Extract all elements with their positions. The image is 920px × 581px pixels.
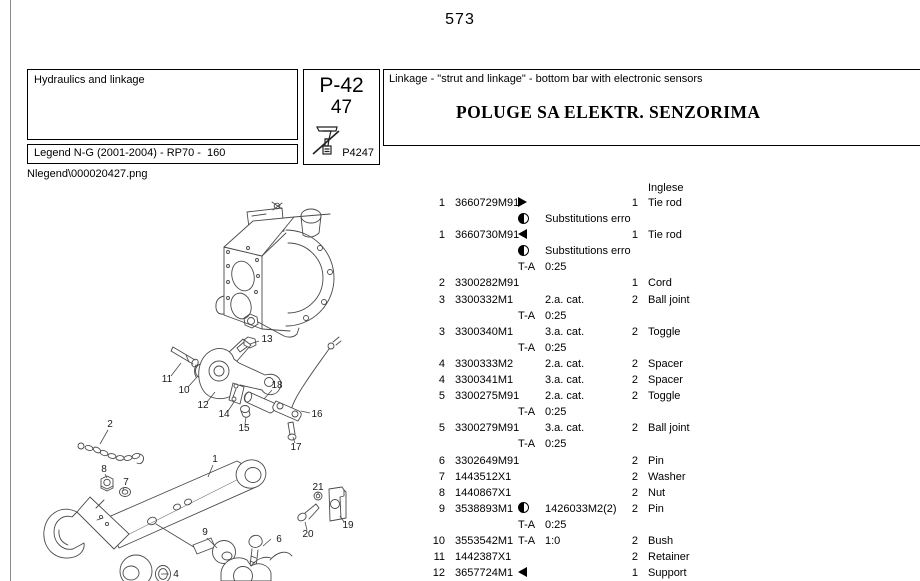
cell-qty: 1 xyxy=(631,567,638,580)
cell-desc: 1:0 xyxy=(545,534,561,547)
cell-marker: T-A xyxy=(518,438,536,451)
cell-name: Washer xyxy=(648,470,686,483)
cell-item: 6 xyxy=(438,454,445,467)
callout-2: 2 xyxy=(107,419,113,430)
cell-marker xyxy=(518,243,544,259)
cell-item: 5 xyxy=(438,390,445,403)
cell-part: 3553542M1 xyxy=(455,534,514,547)
callout-16: 16 xyxy=(311,409,323,420)
callout-leader-13 xyxy=(250,341,259,344)
cell-desc: 1426033M2(2) xyxy=(545,502,617,515)
cell-part: 3660729M91 xyxy=(455,197,520,209)
cell-qty: 2 xyxy=(631,534,638,547)
title-subtitle: Linkage - "strut and linkage" - bottom bar with electronic sensors xyxy=(389,73,703,85)
cell-name: Toggle xyxy=(648,390,681,403)
cell-marker: T-A xyxy=(518,309,536,322)
table-row xyxy=(425,436,795,452)
table-row xyxy=(425,404,795,420)
cell-qty: 1 xyxy=(631,229,638,242)
callout-21: 21 xyxy=(312,482,324,493)
cell-item: 9 xyxy=(438,502,445,515)
cell-part: 3300279M91 xyxy=(455,422,520,435)
callout-4: 4 xyxy=(173,569,179,580)
cell-qty: 2 xyxy=(631,374,638,387)
callout-12: 12 xyxy=(197,400,209,411)
cell-name: Bush xyxy=(648,534,674,547)
cell-name: Spacer xyxy=(648,357,683,370)
cell-item: 2 xyxy=(438,277,445,290)
page-code-ref: P4247 xyxy=(342,147,374,159)
table-row xyxy=(425,469,795,485)
cell-desc: 0:25 xyxy=(545,261,567,274)
language-column-header: Inglese xyxy=(648,182,684,194)
cell-marker: T-A xyxy=(518,406,536,419)
cell-marker: T-A xyxy=(518,261,536,274)
callout-13: 13 xyxy=(261,334,273,345)
section-box xyxy=(27,69,298,140)
table-row xyxy=(425,195,795,211)
cell-name: Tie rod xyxy=(648,197,682,209)
cell-part: 3300282M91 xyxy=(455,277,520,290)
cell-qty: 1 xyxy=(631,197,638,209)
page-code-subsection: 47 xyxy=(330,97,353,118)
cell-desc: 3.a. cat. xyxy=(545,422,585,435)
cell-desc: 2.a. cat. xyxy=(545,390,585,403)
cell-item: 3 xyxy=(438,293,445,306)
cell-item: 1 xyxy=(438,197,445,209)
cell-qty: 2 xyxy=(631,422,638,435)
cell-name: Nut xyxy=(648,486,666,499)
cell-marker: T-A xyxy=(518,518,536,531)
table-row xyxy=(425,517,795,533)
arrow-left-icon xyxy=(518,229,527,239)
table-row xyxy=(425,420,795,436)
substitution-icon xyxy=(518,502,529,513)
cell-qty: 2 xyxy=(631,293,638,306)
cell-part: 3302649M91 xyxy=(455,454,520,467)
table-row xyxy=(425,308,795,324)
callout-10: 10 xyxy=(178,385,190,396)
table-row xyxy=(425,259,795,275)
cell-desc: 0:25 xyxy=(545,341,567,354)
table-row xyxy=(425,243,795,259)
callout-17: 17 xyxy=(290,442,302,453)
cell-qty: 2 xyxy=(631,502,638,515)
cell-item: 3 xyxy=(438,325,445,338)
callout-14: 14 xyxy=(218,409,230,420)
table-row xyxy=(425,533,795,549)
table-row xyxy=(425,340,795,356)
cell-qty: 2 xyxy=(631,454,638,467)
cell-part: 1440867X1 xyxy=(455,486,512,499)
callout-leader-6 xyxy=(263,539,271,546)
table-row xyxy=(425,372,795,388)
arrow-right-icon xyxy=(518,197,527,207)
table-row xyxy=(425,292,795,308)
callout-leader-11 xyxy=(171,363,181,376)
cell-desc: 0:25 xyxy=(545,518,567,531)
table-row xyxy=(425,324,795,340)
cell-desc: 3.a. cat. xyxy=(545,325,585,338)
cell-item: 4 xyxy=(438,357,445,370)
page-title: POLUGE SA ELEKTR. SENZORIMA xyxy=(456,102,761,122)
table-row xyxy=(425,388,795,404)
cell-name: Support xyxy=(648,567,687,580)
cell-desc: Substitutions erro xyxy=(545,213,631,226)
table-row xyxy=(425,211,795,227)
parts-diagram xyxy=(30,195,365,581)
cell-name: Ball joint xyxy=(648,293,690,306)
cell-desc: 2.a. cat. xyxy=(545,357,585,370)
callout-1: 1 xyxy=(212,454,218,465)
page-code-box xyxy=(303,69,380,165)
cell-marker: T-A xyxy=(518,534,536,547)
callout-leader-2 xyxy=(100,430,108,444)
cell-qty: 2 xyxy=(631,470,638,483)
cell-part: 3538893M1 xyxy=(455,502,514,515)
table-row xyxy=(425,501,795,517)
callout-15: 15 xyxy=(238,423,250,434)
cell-marker xyxy=(518,501,544,517)
callout-9: 9 xyxy=(202,527,208,538)
cell-name: Ball joint xyxy=(648,422,690,435)
table-row xyxy=(425,275,795,291)
cell-part: 1443512X1 xyxy=(455,470,512,483)
cell-desc: 2.a. cat. xyxy=(545,293,585,306)
legend-text: Legend N-G (2001-2004) - RP70 - 160 xyxy=(34,147,226,159)
cell-part: 3300333M2 xyxy=(455,357,514,370)
cell-item: 10 xyxy=(432,534,445,547)
cell-item: 7 xyxy=(438,470,445,483)
callout-19: 19 xyxy=(342,520,354,531)
cell-marker: T-A xyxy=(518,341,536,354)
substitution-icon xyxy=(518,245,529,256)
title-box xyxy=(383,69,920,146)
cell-marker xyxy=(518,211,544,227)
cell-marker xyxy=(518,227,544,243)
cell-part: 3657724M1 xyxy=(455,567,514,580)
cell-desc: 0:25 xyxy=(545,438,567,451)
cell-name: Spacer xyxy=(648,374,683,387)
cell-desc: 0:25 xyxy=(545,406,567,419)
callout-leader-16 xyxy=(301,411,310,413)
cell-name: Retainer xyxy=(648,551,690,564)
cell-name: Tie rod xyxy=(648,229,682,242)
cell-desc: 3.a. cat. xyxy=(545,374,585,387)
parts-table xyxy=(425,195,795,581)
file-path-label: Nlegend\000020427.png xyxy=(27,168,148,180)
cell-desc: 0:25 xyxy=(545,309,567,322)
cell-qty: 1 xyxy=(631,277,638,290)
cell-part: 1442387X1 xyxy=(455,551,512,564)
page-left-border xyxy=(10,0,11,581)
cell-item: 12 xyxy=(432,567,445,580)
cell-item: 1 xyxy=(438,229,445,242)
substitution-icon xyxy=(518,213,529,224)
callout-20: 20 xyxy=(302,529,314,540)
cell-part: 3300332M1 xyxy=(455,293,514,306)
cell-qty: 2 xyxy=(631,486,638,499)
callout-11: 11 xyxy=(161,374,173,385)
cell-qty: 2 xyxy=(631,325,638,338)
table-row xyxy=(425,356,795,372)
legend-box xyxy=(27,144,298,164)
table-row xyxy=(425,453,795,469)
cell-name: Toggle xyxy=(648,325,681,338)
cell-name: Pin xyxy=(648,502,664,515)
callout-18: 18 xyxy=(271,380,283,391)
callout-8: 8 xyxy=(101,464,107,475)
cell-desc: Substitutions erro xyxy=(545,245,631,258)
table-row xyxy=(425,227,795,243)
cell-marker xyxy=(518,195,544,211)
callout-7: 7 xyxy=(123,477,129,488)
cell-qty: 2 xyxy=(631,551,638,564)
cell-qty: 2 xyxy=(631,357,638,370)
cell-part: 3300275M91 xyxy=(455,390,520,403)
cell-part: 3300341M1 xyxy=(455,374,514,387)
cell-part: 3660730M91 xyxy=(455,229,520,242)
page-number: 573 xyxy=(445,11,475,28)
table-row xyxy=(425,485,795,501)
cell-marker xyxy=(518,565,544,581)
page-code-section: P-42 xyxy=(319,74,364,97)
cell-name: Pin xyxy=(648,454,664,467)
cell-part: 3300340M1 xyxy=(455,325,514,338)
table-row xyxy=(425,549,795,565)
cell-item: 8 xyxy=(438,486,445,499)
cell-item: 11 xyxy=(433,551,445,564)
linkage-pin-icon xyxy=(311,122,341,158)
arrow-left-icon xyxy=(518,567,527,577)
section-title: Hydraulics and linkage xyxy=(34,74,145,86)
table-row xyxy=(425,565,795,581)
cell-item: 4 xyxy=(438,374,445,387)
callout-6: 6 xyxy=(276,534,282,545)
cell-name: Cord xyxy=(648,277,672,290)
cell-item: 5 xyxy=(438,422,445,435)
cell-qty: 2 xyxy=(631,390,638,403)
